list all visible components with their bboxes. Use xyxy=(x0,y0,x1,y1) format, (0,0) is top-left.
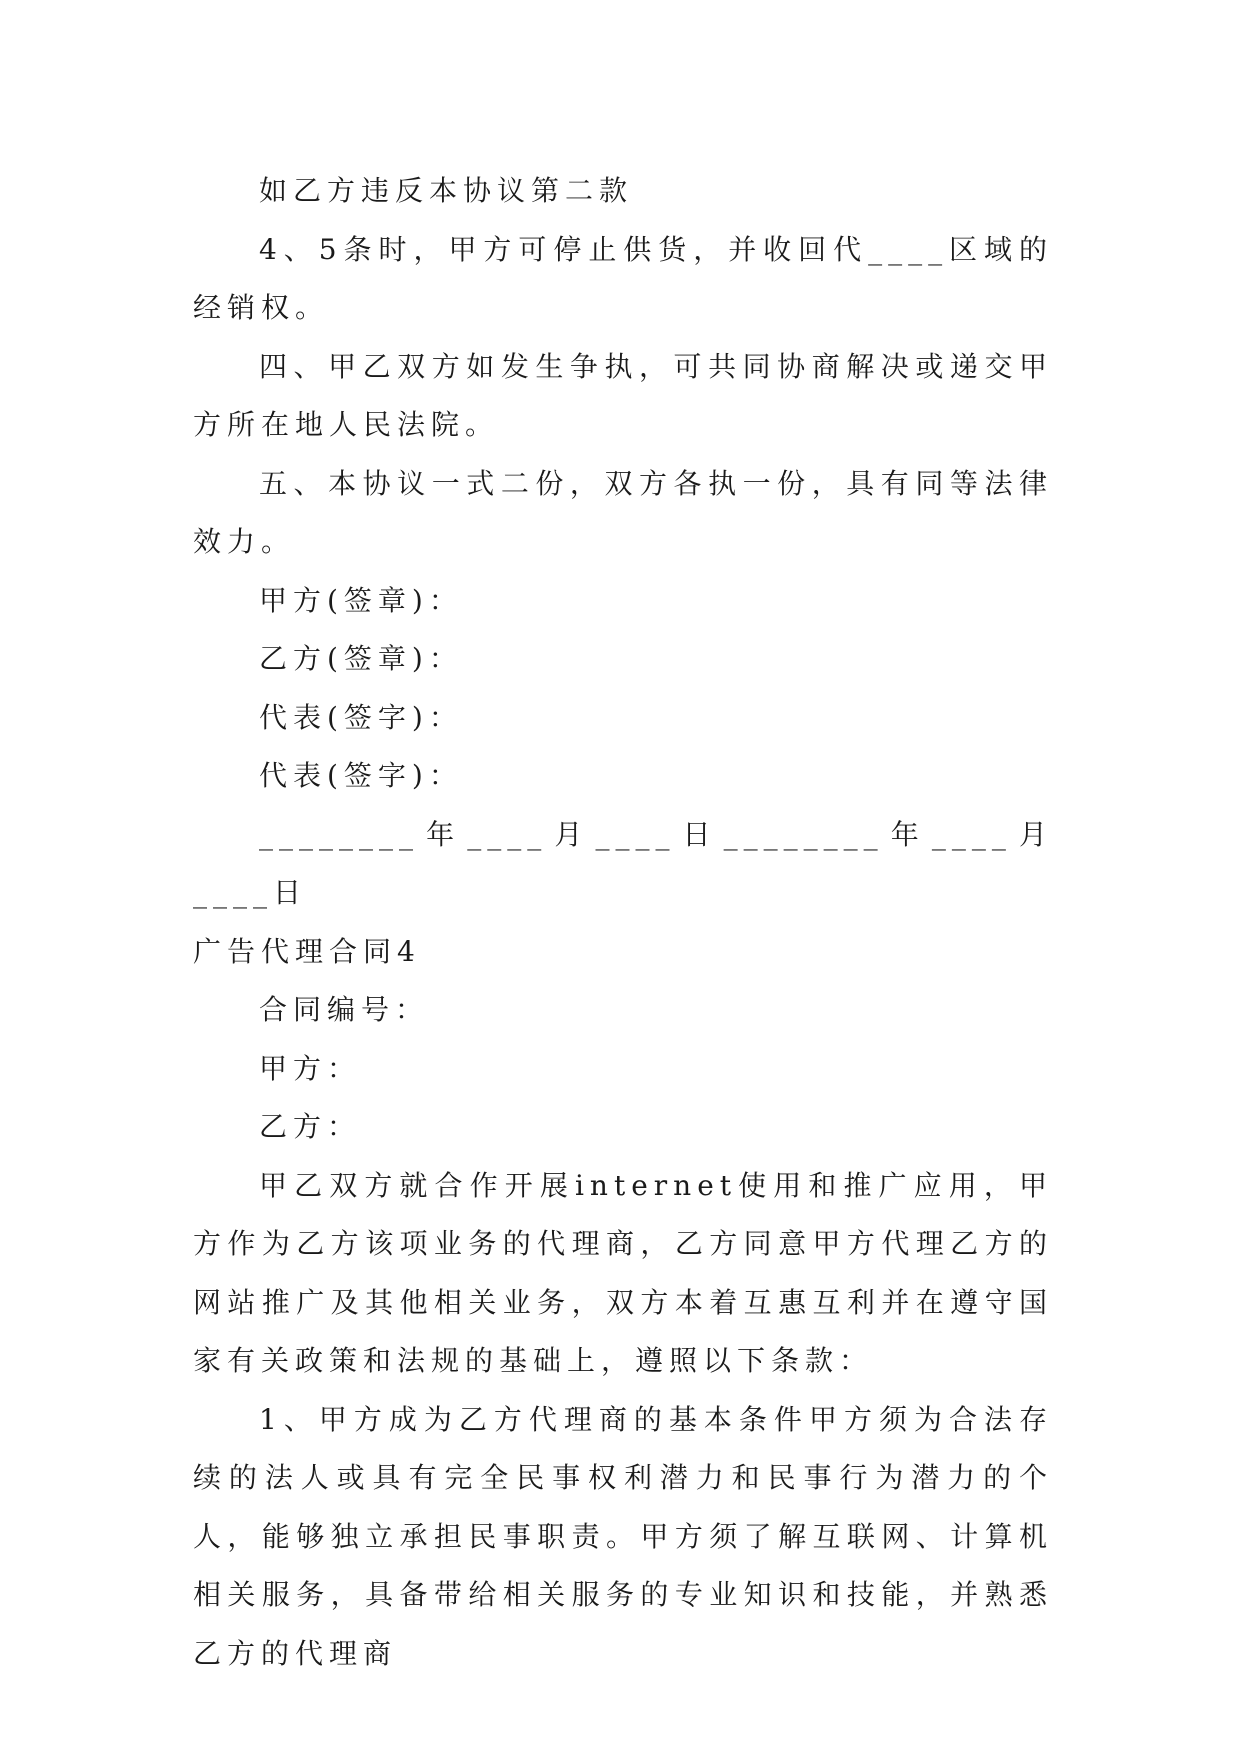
signature-representative-b: 代表(签字)： xyxy=(259,759,463,792)
section-title: 广告代理合同4 xyxy=(193,934,421,968)
signature-date-line: ________年____月____日________年____月____日 xyxy=(193,817,1053,909)
clause-copies: 五、本协议一式二份，双方各执一份，具有同等法律效力。 xyxy=(193,466,1053,558)
clause-breach-terms: 4、5条时，甲方可停止供货，并收回代____区域的经销权。 xyxy=(193,232,1053,324)
party-a-field: 甲方： xyxy=(259,1051,362,1085)
clause-dispute: 四、甲乙双方如发生争执，可共同协商解决或递交甲方所在地人民法院。 xyxy=(193,349,1053,441)
contract-preamble: 甲乙双方就合作开展internet使用和推广应用，甲方作为乙方该项业务的代理商，乙方同意甲方代理乙方的网站推广及其他相关业务，双方本着互惠互利并在遵守国家有关政策和法规的基础上，遵照以下条款： xyxy=(193,1168,1053,1377)
contract-number-field: 合同编号： xyxy=(259,993,430,1026)
clause-agent-conditions: 1、甲方成为乙方代理商的基本条件甲方须为合法存续的法人或具有完全民事权利潜力和民事行为潜力的个人，能够独立承担民事职责。甲方须了解互联网、计算机相关服务，具备带给相关服务的专业知识和技能，并熟悉乙方的代理商 xyxy=(193,1402,1053,1670)
signature-representative-a: 代表(签字)： xyxy=(259,700,463,734)
signature-party-a: 甲方(签章)： xyxy=(259,583,463,617)
signature-party-b: 乙方(签章)： xyxy=(259,642,463,675)
clause-breach-intro: 如乙方违反本协议第二款 xyxy=(259,174,634,207)
party-b-field: 乙方： xyxy=(259,1110,362,1143)
document-body xyxy=(193,162,1053,1683)
